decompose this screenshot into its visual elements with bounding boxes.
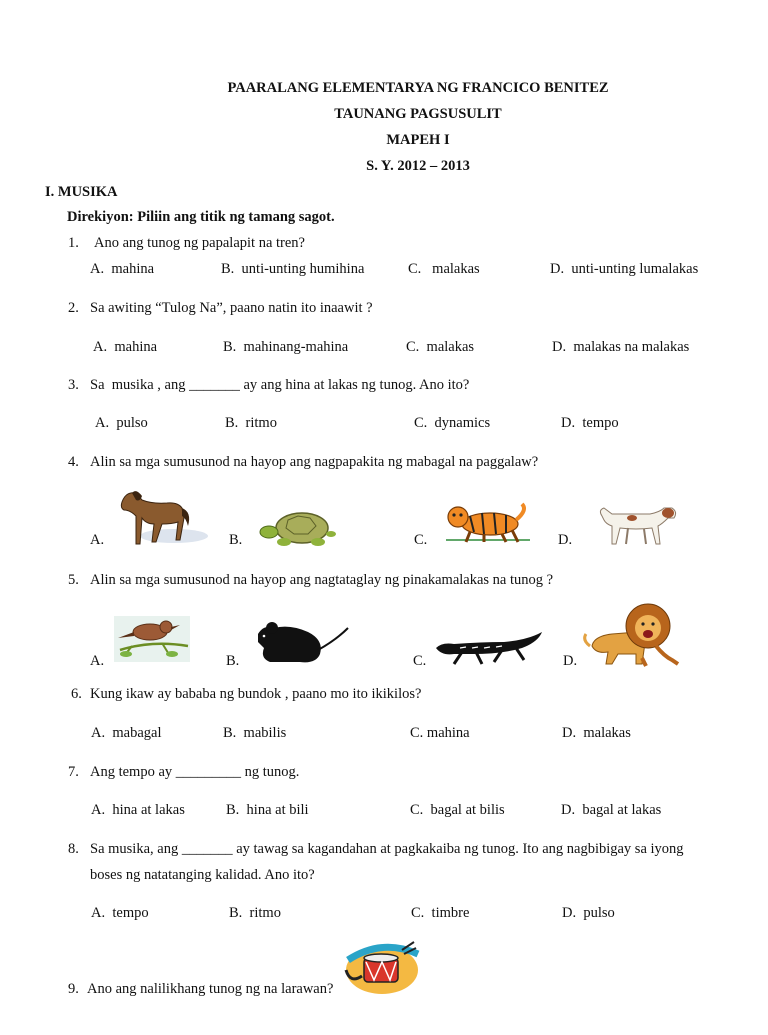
school-name: PAARALANG ELEMENTARYA NG FRANCICO BENITEZ <box>227 80 609 96</box>
choice-b: B. mahinang-mahina <box>223 339 349 355</box>
section-title: I. MUSIKA <box>45 184 118 200</box>
choice-d: D. pulso <box>562 905 615 921</box>
question-text: Ano ang nalilikhang tunog ng na larawan? <box>87 981 334 997</box>
choice-a-letter: A. <box>90 532 105 548</box>
question-text: Ano ang tunog ng papalapit na tren? <box>94 235 305 251</box>
question-number: 9. <box>68 981 79 997</box>
choice-a: A. pulso <box>95 415 148 431</box>
choice-d-letter: D. <box>558 532 573 548</box>
question-number: 8. <box>68 841 79 857</box>
directions: Direkiyon: Piliin ang titik ng tamang sagot. <box>67 209 335 225</box>
question-text: Sa musika, ang _______ ay tawag sa kagandahan at pagkakaiba ng tunog. Ito ang nagbibigay sa iyong <box>90 841 684 857</box>
question-number: 3. <box>68 377 79 393</box>
choice-d: D. tempo <box>561 415 619 431</box>
exam-title: TAUNANG PAGSUSULIT <box>334 106 502 122</box>
choice-d: D. bagal at lakas <box>561 802 662 818</box>
question-number: 6. <box>71 686 82 702</box>
choice-a: A. mahina <box>90 261 155 277</box>
question-number: 5. <box>68 572 79 588</box>
turtle-icon <box>258 506 338 548</box>
choice-d: D. unti-unting lumalakas <box>550 261 699 277</box>
school-year: S. Y. 2012 – 2013 <box>366 158 470 174</box>
lizard-icon <box>432 628 546 668</box>
choice-c-letter: C. <box>414 532 428 548</box>
mouse-icon <box>250 620 350 668</box>
tiger-icon <box>440 500 536 548</box>
question-text: Kung ikaw ay bababa ng bundok , paano mo ito ikikilos? <box>90 686 422 702</box>
subject-title: MAPEH I <box>386 132 450 148</box>
choice-c: C. malakas <box>408 261 480 277</box>
choice-c: C. mahina <box>410 725 470 741</box>
question-text-continued: boses ng natatanging kalidad. Ano ito? <box>90 867 315 883</box>
choice-b-letter: B. <box>229 532 243 548</box>
choice-b-letter: B. <box>226 653 240 669</box>
choice-c-letter: C. <box>413 653 427 669</box>
choice-c: C. dynamics <box>414 415 491 431</box>
question-text: Alin sa mga sumusunod na hayop ang nagpapakita ng mabagal na paggalaw? <box>90 454 539 470</box>
choice-d: D. malakas na malakas <box>552 339 690 355</box>
choice-a-letter: A. <box>90 653 105 669</box>
choice-c: C. malakas <box>406 339 475 355</box>
choice-b: B. ritmo <box>229 905 281 921</box>
question-number: 7. <box>68 764 79 780</box>
choice-b: B. hina at bili <box>226 802 309 818</box>
choice-d: D. malakas <box>562 725 631 741</box>
choice-c: C. timbre <box>411 905 470 921</box>
question-number: 2. <box>68 300 79 316</box>
question-text: Sa musika , ang _______ ay ang hina at lakas ng tunog. Ano ito? <box>90 377 470 393</box>
dog-icon <box>592 502 682 548</box>
choice-a: A. mahina <box>93 339 158 355</box>
choice-a: A. mabagal <box>91 725 162 741</box>
choice-a: A. hina at lakas <box>91 802 185 818</box>
bird-icon <box>112 610 192 664</box>
question-text: Alin sa mga sumusunod na hayop ang nagtataglay ng pinakamalakas na tunog ? <box>90 572 554 588</box>
choice-b: B. ritmo <box>225 415 277 431</box>
choice-b: B. unti-unting humihina <box>221 261 365 277</box>
choice-c: C. bagal at bilis <box>410 802 505 818</box>
question-number: 1. <box>68 235 79 251</box>
lion-icon <box>582 600 686 668</box>
question-text: Ang tempo ay _________ ng tunog. <box>90 764 300 780</box>
choice-b: B. mabilis <box>223 725 287 741</box>
next-choices-cutoff <box>88 1018 92 1035</box>
choice-a: A. tempo <box>91 905 149 921</box>
horse-icon <box>112 488 212 548</box>
question-number: 4. <box>68 454 79 470</box>
drum-icon <box>342 940 422 996</box>
choice-d-letter: D. <box>563 653 578 669</box>
question-text: Sa awiting “Tulog Na”, paano natin ito inaawit ? <box>90 300 373 316</box>
